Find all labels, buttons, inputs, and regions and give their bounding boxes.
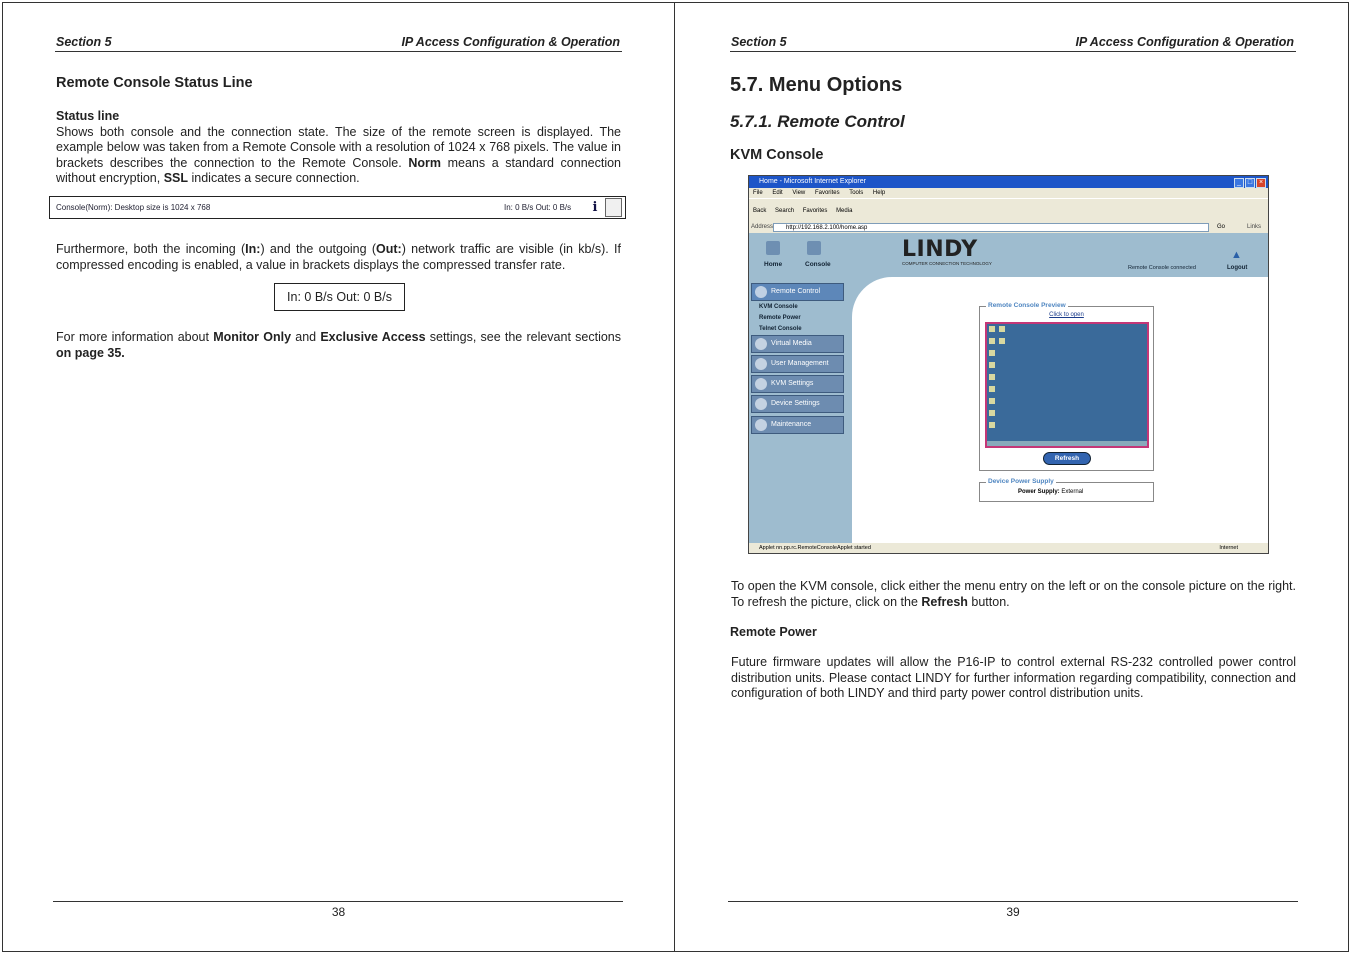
remote-control-heading: 5.7.1. Remote Control [730, 112, 905, 131]
kvm-text-1: To open the KVM console, click either the menu entry on the left or on the console picture on the right. To refresh the picture, click on the [731, 579, 1296, 609]
power-supply-label: Power Supply: [1018, 489, 1060, 495]
page-number: 38 [331, 905, 346, 919]
power-supply-text: External [1061, 489, 1084, 495]
sidebar-sub-kvm-console[interactable]: KVM Console [759, 304, 798, 310]
back-button[interactable]: Back [753, 208, 767, 214]
info-icon[interactable]: i [592, 200, 598, 215]
kvm-text-2: button. [967, 594, 1010, 609]
kvm-paragraph [731, 579, 1296, 610]
sidebar-item-remote-control[interactable]: Remote Control [751, 283, 844, 301]
more-info-text-2: and [291, 330, 321, 344]
browser-statusbar [749, 543, 1268, 553]
window-title: Home - Microsoft Internet Explorer [759, 178, 866, 185]
more-info-text-3: settings, see the relevant sections [425, 330, 621, 344]
traffic-text-3: ) network traffic are visible (in kb/s). If compressed encoding is enabled, a value in brackets displays the compressed transfer rate. [56, 242, 621, 272]
sidebar-item-device-settings[interactable]: Device Settings [751, 395, 844, 413]
connection-status: Remote Console connected [1128, 265, 1196, 271]
nav-home[interactable]: Home [764, 261, 783, 268]
search-button[interactable]: Search [775, 208, 795, 214]
header-title: IP Access Configuration & Operation [1075, 35, 1294, 49]
status-bar-example [49, 196, 626, 219]
monitor-only-term: Monitor Only [213, 330, 292, 344]
header-title: IP Access Configuration & Operation [401, 35, 620, 49]
exclusive-access-term: Exclusive Access [320, 330, 426, 344]
web-content [749, 233, 1268, 545]
traffic-text-1: Furthermore, both the incoming ( [56, 242, 246, 256]
console-preview-image[interactable] [985, 322, 1149, 448]
footer-rule [728, 901, 1298, 902]
menu-edit[interactable]: Edit [772, 190, 783, 196]
nav-console[interactable]: Console [805, 261, 831, 268]
menu-favorites[interactable]: Favorites [814, 190, 840, 196]
status-text-3: indicates a secure connection. [188, 171, 360, 185]
running-header [55, 35, 622, 52]
menu-tools[interactable]: Tools [849, 190, 864, 196]
traffic-readout: In: 0 B/s Out: 0 B/s [274, 283, 405, 311]
window-titlebar [749, 176, 1268, 188]
click-to-open-link[interactable]: Click to open [1049, 312, 1084, 318]
more-info-paragraph [56, 330, 621, 361]
status-text-2: means a standard connection without encryption, [56, 155, 622, 185]
maximize-icon[interactable]: □ [1245, 178, 1255, 188]
web-sidebar [749, 277, 852, 545]
ssl-term: SSL [163, 171, 189, 185]
in-term: In: [245, 242, 261, 256]
page-divider [674, 2, 675, 952]
sidebar-item-user-management[interactable]: User Management [751, 355, 844, 373]
section-heading: Remote Console Status Line [56, 75, 253, 91]
minimize-icon[interactable]: _ [1234, 178, 1244, 188]
device-power-supply [979, 478, 1154, 502]
status-line-label: Status line [56, 109, 120, 123]
traffic-text-2: ) and the outgoing ( [260, 242, 377, 256]
footer-rule [53, 901, 623, 902]
logout-button[interactable]: ▲ Logout [1227, 265, 1247, 271]
menu-help[interactable]: Help [872, 190, 886, 196]
links-button[interactable]: Links [1247, 224, 1262, 230]
browser-menubar [749, 188, 1268, 198]
menu-view[interactable]: View [792, 190, 806, 196]
status-bar-console-state: Console(Norm): Desktop size is 1024 x 768 [56, 203, 211, 212]
remote-console-preview [979, 302, 1154, 471]
header-section: Section 5 [731, 35, 787, 49]
preview-legend: Remote Console Preview [988, 302, 1066, 309]
address-bar [749, 222, 1268, 233]
refresh-button[interactable]: Refresh [1043, 452, 1091, 465]
header-section: Section 5 [56, 35, 112, 49]
kvm-console-heading: KVM Console [730, 147, 824, 163]
status-text-1: Shows both console and the connection state. The size of the remote screen is displayed. The example below was taken from a Remote Console with a resolution of 1024 x 768 pixels. The value in brackets describes the connection to the Remote Console. [56, 124, 621, 170]
close-icon[interactable]: × [1256, 178, 1266, 188]
address-field[interactable]: http://192.168.2.100/home.asp [773, 223, 1209, 232]
remote-power-paragraph: Future firmware updates will allow the P16-IP to control external RS-232 controlled power control distribution units. Please contact LINDY for further information regarding compatibility, connection and configuration of both LINDY and third party power control distribution units. [731, 655, 1296, 700]
right-page [730, 0, 1296, 954]
page-reference: on page 35. [56, 345, 125, 360]
menu-file[interactable]: File [753, 190, 763, 196]
media-button[interactable]: Media [836, 208, 853, 214]
sidebar-sub-remote-power[interactable]: Remote Power [759, 315, 801, 321]
browser-toolbar [749, 198, 1268, 222]
more-info-text-1: For more information about [56, 330, 214, 344]
power-legend: Device Power Supply [988, 478, 1054, 485]
power-supply-value [1018, 489, 1083, 495]
internet-zone: Internet [1219, 545, 1238, 551]
traffic-paragraph [56, 242, 621, 273]
header-banner [749, 233, 1268, 277]
sidebar-item-kvm-settings[interactable]: KVM Settings [751, 375, 844, 393]
applet-status: Applet nn.pp.rc.RemoteConsoleApplet started [759, 545, 871, 551]
left-page [55, 0, 622, 954]
logo-subtitle: COMPUTER CONNECTION TECHNOLOGY [902, 261, 992, 266]
lindy-logo: LINDY [902, 237, 978, 262]
console-switch-icon[interactable] [605, 198, 622, 217]
address-label: Address [751, 224, 774, 230]
sidebar-item-virtual-media[interactable]: Virtual Media [751, 335, 844, 353]
go-button[interactable]: Go [1217, 224, 1226, 230]
browser-screenshot [748, 175, 1269, 554]
sidebar-sub-telnet-console[interactable]: Telnet Console [759, 326, 802, 332]
refresh-term: Refresh [921, 594, 968, 609]
sidebar-item-maintenance[interactable]: Maintenance [751, 416, 844, 434]
favorites-button[interactable]: Favorites [802, 208, 828, 214]
out-term: Out: [376, 242, 402, 256]
remote-power-heading: Remote Power [730, 625, 817, 639]
status-bar-traffic: In: 0 B/s Out: 0 B/s [504, 203, 572, 212]
banner-curve [852, 277, 912, 317]
menu-options-heading: 5.7. Menu Options [730, 74, 903, 96]
page-number: 39 [1006, 905, 1020, 919]
running-header [730, 35, 1296, 52]
status-line-paragraph [56, 109, 621, 187]
norm-term: Norm [408, 155, 441, 170]
